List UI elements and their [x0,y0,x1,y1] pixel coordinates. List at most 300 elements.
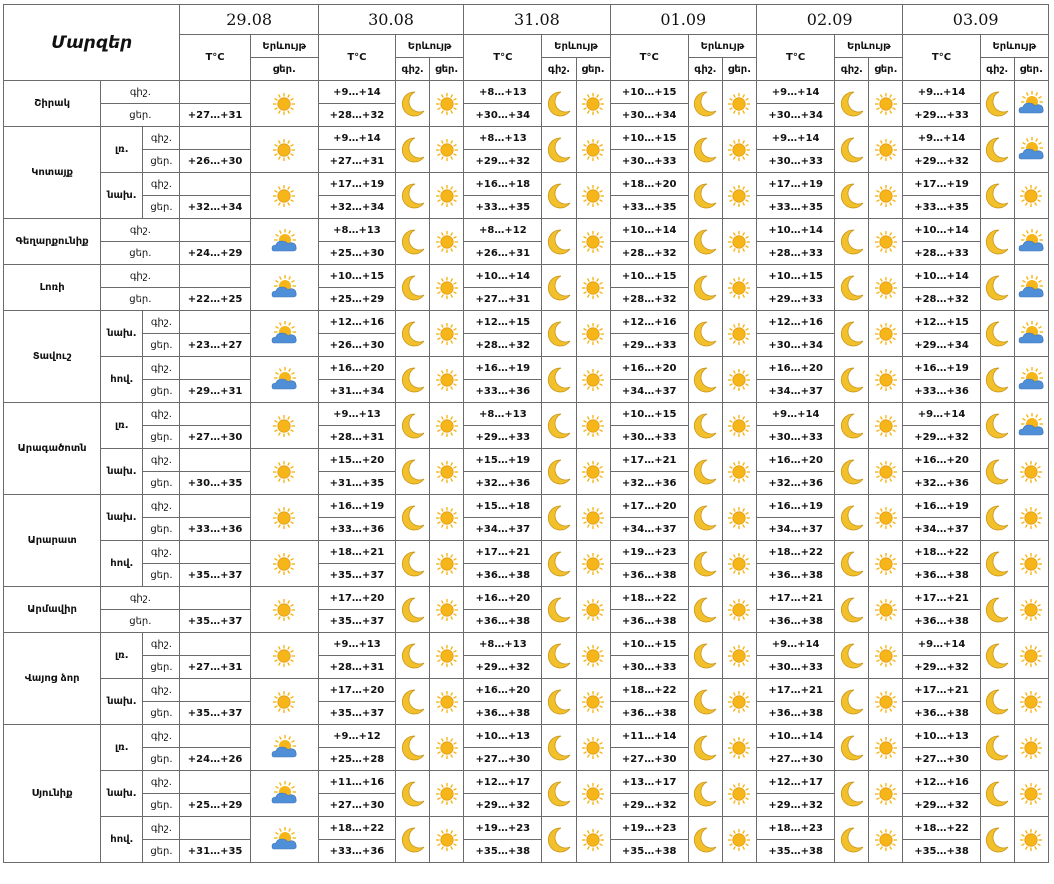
moon-icon [835,173,869,219]
sun-cloud-icon [1014,357,1048,403]
day-temperature: +29…+34 [903,334,980,357]
zone-label: լռ. [101,127,143,173]
day-label: ցեր. [101,242,180,265]
night-temperature [180,541,250,564]
sun-icon [430,311,464,357]
forecast-row-night [4,403,1049,426]
zone-label: հով. [101,357,143,403]
sun-icon [576,817,610,863]
night-temperature: +10…+14 [464,265,542,288]
night-label: գիշ. [101,265,180,288]
day-label: ցեր. [143,518,180,541]
day-label: ցեր. [143,150,180,173]
phenomena-header: Երևույթ [688,35,756,58]
day-temperature: +36…+38 [610,564,688,587]
day-label: ցեր. [143,840,180,863]
day-header: ցեր. [1014,58,1048,81]
moon-icon [396,127,430,173]
sun-icon [722,173,756,219]
night-temperature: +17…+20 [610,495,688,518]
night-temperature [180,817,250,840]
night-temperature [180,679,250,702]
moon-icon [980,81,1014,127]
moon-icon [688,81,722,127]
sun-icon [576,495,610,541]
sun-icon [430,771,464,817]
moon-icon [396,357,430,403]
night-label: գիշ. [143,403,180,426]
night-temperature [180,265,250,288]
day-temperature: +29…+32 [464,150,542,173]
night-temperature: +9…+13 [318,633,395,656]
day-temperature: +32…+36 [610,472,688,495]
night-temperature: +16…+19 [318,495,395,518]
day-temperature: +32…+34 [180,196,250,219]
day-temperature: +27…+31 [464,288,542,311]
forecast-row-night [4,771,1049,794]
day-temperature: +28…+32 [464,334,542,357]
day-label: ցեր. [143,426,180,449]
night-label: գիշ. [143,633,180,656]
night-temperature [180,311,250,334]
night-temperature: +16…+19 [757,495,835,518]
region-name: Սյունիք [4,725,101,863]
sun-icon [869,771,903,817]
night-temperature: +12…+17 [757,771,835,794]
night-temperature: +12…+15 [464,311,542,334]
moon-icon [688,725,722,771]
night-temperature: +10…+15 [757,265,835,288]
day-temperature: +29…+33 [903,104,980,127]
temperature-header: T°C [180,35,250,81]
moon-icon [835,817,869,863]
night-temperature: +16…+20 [464,679,542,702]
forecast-row-night [4,541,1049,564]
sun-icon [1014,817,1048,863]
night-label: գիշ. [101,81,180,104]
sun-icon [430,357,464,403]
zone-label: նախ. [101,495,143,541]
day-temperature: +31…+35 [180,840,250,863]
moon-icon [835,541,869,587]
night-temperature: +9…+14 [903,127,980,150]
night-temperature [180,219,250,242]
phenomena-header: Երևույթ [980,35,1048,58]
sun-icon [869,127,903,173]
day-temperature: +29…+33 [464,426,542,449]
sun-cloud-icon [250,265,318,311]
sun-icon [576,403,610,449]
night-temperature [180,357,250,380]
forecast-row-night [4,633,1049,656]
night-label: գիշ. [101,219,180,242]
moon-icon [542,587,576,633]
sun-icon [869,633,903,679]
day-temperature: +36…+38 [610,610,688,633]
day-temperature: +29…+32 [464,794,542,817]
moon-icon [396,449,430,495]
moon-icon [542,725,576,771]
sun-icon [722,127,756,173]
day-header: ցեր. [869,58,903,81]
region-name: Կոտայք [4,127,101,219]
day-temperature: +35…+38 [610,840,688,863]
sun-icon [430,265,464,311]
moon-icon [980,403,1014,449]
day-temperature: +33…+36 [903,380,980,403]
moon-icon [542,265,576,311]
night-temperature: +16…+20 [464,587,542,610]
day-temperature: +34…+37 [464,518,542,541]
moon-icon [835,495,869,541]
night-temperature: +15…+19 [464,449,542,472]
day-temperature: +35…+37 [318,610,395,633]
day-temperature: +34…+37 [610,380,688,403]
night-temperature: +19…+23 [610,817,688,840]
day-header: ցեր. [430,58,464,81]
day-temperature: +27…+31 [318,150,395,173]
night-temperature [180,771,250,794]
day-temperature: +28…+32 [903,288,980,311]
day-temperature: +34…+37 [757,380,835,403]
moon-icon [688,817,722,863]
moon-icon [542,633,576,679]
night-temperature [180,173,250,196]
day-temperature: +28…+33 [903,242,980,265]
night-temperature: +18…+21 [318,541,395,564]
sun-icon [869,679,903,725]
day-temperature: +27…+30 [610,748,688,771]
day-temperature: +26…+31 [464,242,542,265]
sun-icon [722,219,756,265]
region-name: Արագածոտն [4,403,101,495]
night-temperature: +9…+12 [318,725,395,748]
night-header: գիշ. [980,58,1014,81]
forecast-row-night [4,311,1049,334]
sun-icon [722,633,756,679]
night-temperature [180,633,250,656]
day-temperature: +29…+32 [757,794,835,817]
day-temperature: +35…+37 [180,564,250,587]
day-temperature: +25…+29 [318,288,395,311]
sun-icon [722,587,756,633]
moon-icon [980,219,1014,265]
night-temperature: +18…+20 [610,173,688,196]
moon-icon [835,357,869,403]
forecast-row-night [4,817,1049,840]
night-temperature: +15…+20 [318,449,395,472]
night-header: գիշ. [835,58,869,81]
sun-icon [576,679,610,725]
moon-icon [396,81,430,127]
regions-header: Մարզեր [4,5,180,81]
night-label: գիշ. [143,771,180,794]
forecast-row-night [4,219,1049,242]
sun-icon [869,311,903,357]
sun-icon [430,127,464,173]
moon-icon [396,633,430,679]
sun-icon [869,403,903,449]
night-temperature: +9…+14 [757,127,835,150]
forecast-row-night [4,587,1049,610]
zone-label: լռ. [101,633,143,679]
region-name: Գեղարքունիք [4,219,101,265]
night-header: գիշ. [542,58,576,81]
night-temperature: +18…+22 [757,541,835,564]
day-header: ցեր. [250,58,318,81]
zone-label: հով. [101,817,143,863]
zone-label: նախ. [101,679,143,725]
night-temperature [180,725,250,748]
sun-cloud-icon [250,219,318,265]
night-temperature: +11…+14 [610,725,688,748]
sun-icon [250,449,318,495]
sun-icon [869,449,903,495]
forecast-row-night [4,265,1049,288]
moon-icon [980,357,1014,403]
temperature-header: T°C [464,35,542,81]
zone-label: հով. [101,541,143,587]
night-temperature: +13…+17 [610,771,688,794]
region-name: Վայոց ձոր [4,633,101,725]
night-temperature: +16…+20 [318,357,395,380]
sun-icon [576,173,610,219]
day-temperature: +32…+34 [318,196,395,219]
sun-icon [869,219,903,265]
sun-icon [869,495,903,541]
forecast-row-night [4,725,1049,748]
zone-label: նախ. [101,771,143,817]
night-temperature: +12…+16 [610,311,688,334]
sun-icon [722,541,756,587]
night-label: գիշ. [101,587,180,610]
day-temperature: +27…+31 [180,104,250,127]
sun-cloud-icon [250,311,318,357]
day-temperature: +33…+36 [464,380,542,403]
zone-label: նախ. [101,449,143,495]
day-temperature: +28…+32 [610,288,688,311]
zone-label: լռ. [101,725,143,771]
moon-icon [542,403,576,449]
day-temperature: +36…+38 [464,702,542,725]
night-temperature: +10…+14 [610,219,688,242]
sun-icon [430,541,464,587]
sun-icon [1014,541,1048,587]
sun-cloud-icon [250,725,318,771]
moon-icon [980,725,1014,771]
night-temperature: +9…+14 [903,403,980,426]
night-temperature: +12…+16 [757,311,835,334]
night-temperature [180,449,250,472]
night-label: գիշ. [143,495,180,518]
day-temperature: +34…+37 [757,518,835,541]
sun-cloud-icon [1014,265,1048,311]
moon-icon [542,771,576,817]
zone-label: նախ. [101,311,143,357]
zone-label: լռ. [101,403,143,449]
date-header: 01.09 [610,5,756,35]
sun-icon [1014,449,1048,495]
moon-icon [835,771,869,817]
moon-icon [980,311,1014,357]
sun-icon [250,495,318,541]
sun-icon [430,495,464,541]
night-temperature: +16…+20 [757,449,835,472]
night-temperature: +17…+21 [903,587,980,610]
night-temperature [180,495,250,518]
sun-icon [430,449,464,495]
sun-icon [1014,633,1048,679]
sun-icon [869,265,903,311]
night-temperature: +10…+15 [610,403,688,426]
day-temperature: +36…+38 [757,702,835,725]
night-temperature: +17…+21 [903,679,980,702]
night-temperature: +16…+20 [757,357,835,380]
sun-icon [869,587,903,633]
sun-icon [576,541,610,587]
moon-icon [980,495,1014,541]
day-temperature: +36…+38 [903,702,980,725]
night-label: գիշ. [143,679,180,702]
day-temperature: +30…+33 [610,426,688,449]
day-label: ցեր. [143,196,180,219]
day-temperature: +30…+34 [757,104,835,127]
night-temperature: +9…+14 [757,81,835,104]
moon-icon [835,265,869,311]
night-temperature: +17…+20 [318,587,395,610]
sun-icon [430,219,464,265]
night-temperature: +9…+14 [757,633,835,656]
day-label: ցեր. [143,334,180,357]
moon-icon [542,495,576,541]
night-label: գիշ. [143,127,180,150]
sun-icon [722,311,756,357]
moon-icon [688,587,722,633]
phenomena-header: Երևույթ [835,35,903,58]
day-temperature: +36…+38 [757,564,835,587]
night-temperature: +10…+14 [757,219,835,242]
night-header: գիշ. [396,58,430,81]
moon-icon [688,219,722,265]
day-temperature: +36…+38 [757,610,835,633]
moon-icon [688,541,722,587]
night-temperature: +10…+14 [757,725,835,748]
night-temperature: +12…+17 [464,771,542,794]
moon-icon [542,219,576,265]
day-temperature: +34…+37 [610,518,688,541]
day-temperature: +30…+33 [757,150,835,173]
night-temperature: +17…+21 [464,541,542,564]
date-header: 29.08 [180,5,318,35]
forecast-row-night [4,127,1049,150]
day-temperature: +28…+32 [610,242,688,265]
moon-icon [835,127,869,173]
night-temperature: +9…+14 [903,633,980,656]
moon-icon [835,311,869,357]
forecast-table [3,4,1049,863]
day-label: ցեր. [101,610,180,633]
temperature-header: T°C [903,35,980,81]
day-temperature: +35…+37 [180,702,250,725]
date-header: 30.08 [318,5,463,35]
night-temperature: +8…+13 [464,81,542,104]
moon-icon [835,219,869,265]
moon-icon [688,127,722,173]
day-label: ցեր. [143,656,180,679]
day-temperature: +27…+30 [180,426,250,449]
sun-icon [576,357,610,403]
night-temperature: +15…+18 [464,495,542,518]
night-temperature: +10…+14 [903,265,980,288]
sun-icon [869,817,903,863]
day-temperature: +25…+29 [180,794,250,817]
day-temperature: +27…+30 [757,748,835,771]
date-header: 02.09 [757,5,903,35]
day-temperature: +28…+31 [318,426,395,449]
date-header: 03.09 [903,5,1049,35]
night-temperature: +9…+14 [757,403,835,426]
day-temperature: +26…+30 [180,150,250,173]
moon-icon [396,541,430,587]
day-temperature: +23…+27 [180,334,250,357]
moon-icon [980,587,1014,633]
day-temperature: +29…+32 [464,656,542,679]
region-name: Շիրակ [4,81,101,127]
day-temperature: +31…+35 [318,472,395,495]
moon-icon [688,449,722,495]
day-temperature: +28…+31 [318,656,395,679]
day-temperature: +35…+38 [903,840,980,863]
sun-icon [576,725,610,771]
moon-icon [542,81,576,127]
night-temperature: +18…+22 [610,587,688,610]
sun-icon [722,495,756,541]
moon-icon [542,817,576,863]
sun-icon [576,771,610,817]
day-temperature: +32…+36 [464,472,542,495]
sun-icon [1014,725,1048,771]
phenomena-header: Երևույթ [250,35,318,58]
forecast-row-night [4,495,1049,518]
day-temperature: +28…+32 [318,104,395,127]
day-temperature: +33…+35 [464,196,542,219]
sun-icon [1014,587,1048,633]
day-temperature: +30…+33 [610,656,688,679]
day-temperature: +30…+35 [180,472,250,495]
temperature-header: T°C [610,35,688,81]
sun-icon [576,127,610,173]
night-temperature: +8…+12 [464,219,542,242]
night-temperature: +17…+19 [757,173,835,196]
moon-icon [396,725,430,771]
day-temperature: +30…+34 [610,104,688,127]
night-temperature: +16…+19 [903,357,980,380]
day-temperature: +35…+38 [757,840,835,863]
day-temperature: +28…+33 [757,242,835,265]
moon-icon [980,633,1014,679]
night-label: գիշ. [143,357,180,380]
sun-icon [576,265,610,311]
forecast-row-night [4,449,1049,472]
night-temperature: +9…+14 [318,81,395,104]
night-label: գիշ. [143,541,180,564]
moon-icon [835,633,869,679]
night-temperature: +8…+13 [318,219,395,242]
moon-icon [688,311,722,357]
moon-icon [835,587,869,633]
moon-icon [835,403,869,449]
moon-icon [835,449,869,495]
